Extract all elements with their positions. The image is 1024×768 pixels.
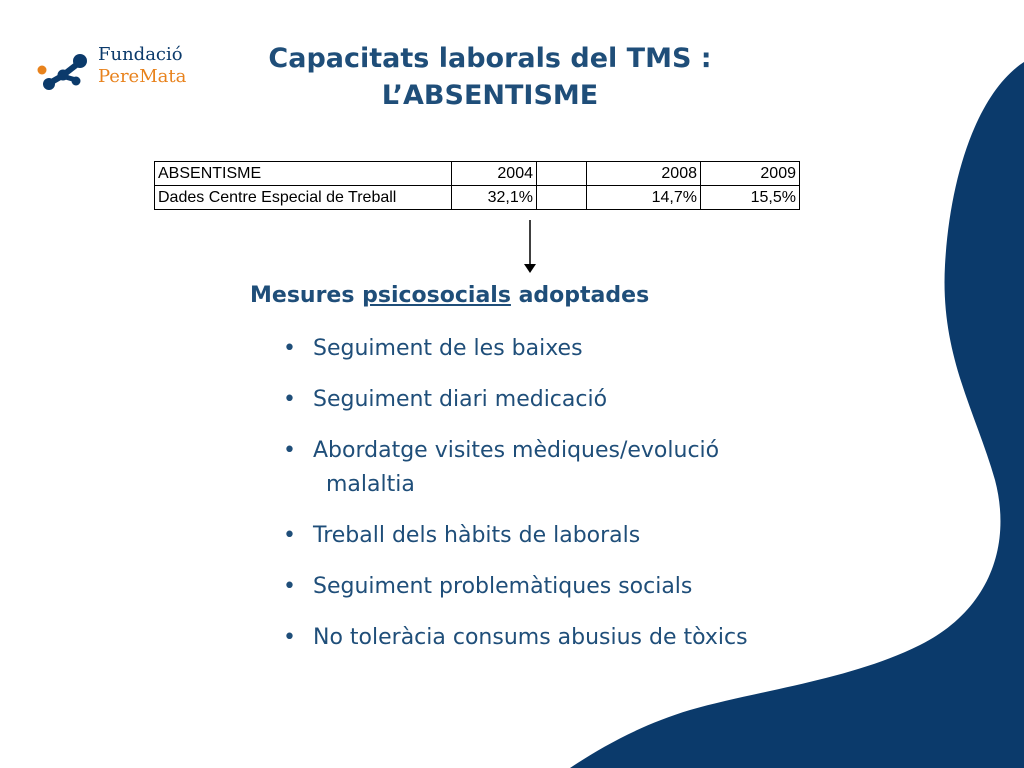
table-cell: 2009	[701, 162, 800, 186]
bullet-icon: •	[283, 387, 296, 412]
list-item-text: Treball dels hàbits de laborals	[313, 523, 641, 548]
bullet-icon: •	[283, 523, 296, 548]
table-cell	[537, 162, 587, 186]
list-item-text: Seguiment de les baixes	[313, 336, 583, 361]
list-item-text: Seguiment diari medicació	[313, 387, 608, 412]
measures-heading-start: Mesures	[250, 283, 363, 308]
list-item	[283, 570, 843, 604]
measures-heading-end: adoptades	[510, 283, 650, 308]
slide-title	[180, 40, 800, 114]
measures-list	[283, 332, 843, 672]
table-cell	[537, 186, 587, 210]
table-cell: 14,7%	[587, 186, 701, 210]
list-item	[283, 519, 843, 553]
bullet-icon: •	[283, 438, 296, 463]
table-cell: 2004	[452, 162, 537, 186]
table-header-row	[155, 162, 800, 186]
table-cell: Dades Centre Especial de Treball	[155, 186, 452, 210]
logo-text-line2: PereMata	[98, 66, 187, 87]
bullet-icon: •	[283, 336, 296, 361]
slide-title-line1: Capacitats laborals del TMS :	[268, 43, 712, 74]
measures-heading-underlined: psicosocials	[362, 283, 511, 308]
list-item-text: Seguiment problemàtiques socials	[313, 574, 693, 599]
absentism-table	[154, 161, 800, 210]
list-item	[283, 383, 843, 417]
table-cell: 15,5%	[701, 186, 800, 210]
list-item	[283, 332, 843, 366]
bullet-icon: •	[283, 574, 296, 599]
list-item-continuation: malaltia	[326, 472, 415, 497]
table-row	[155, 186, 800, 210]
logo-text-line1: Fundació	[98, 44, 183, 65]
list-item-text: Abordatge visites mèdiques/evolució	[313, 438, 720, 463]
list-item	[283, 434, 843, 502]
logo-molecule-icon	[36, 48, 96, 98]
table-cell: 32,1%	[452, 186, 537, 210]
table-cell: 2008	[587, 162, 701, 186]
measures-heading	[250, 281, 649, 311]
list-item	[283, 621, 843, 655]
bullet-icon: •	[283, 625, 296, 650]
slide-title-line2: L’ABSENTISME	[381, 80, 599, 111]
down-arrow-icon	[520, 220, 540, 276]
table-cell: ABSENTISME	[155, 162, 452, 186]
list-item-text: No toleràcia consums abusius de tòxics	[313, 625, 748, 650]
